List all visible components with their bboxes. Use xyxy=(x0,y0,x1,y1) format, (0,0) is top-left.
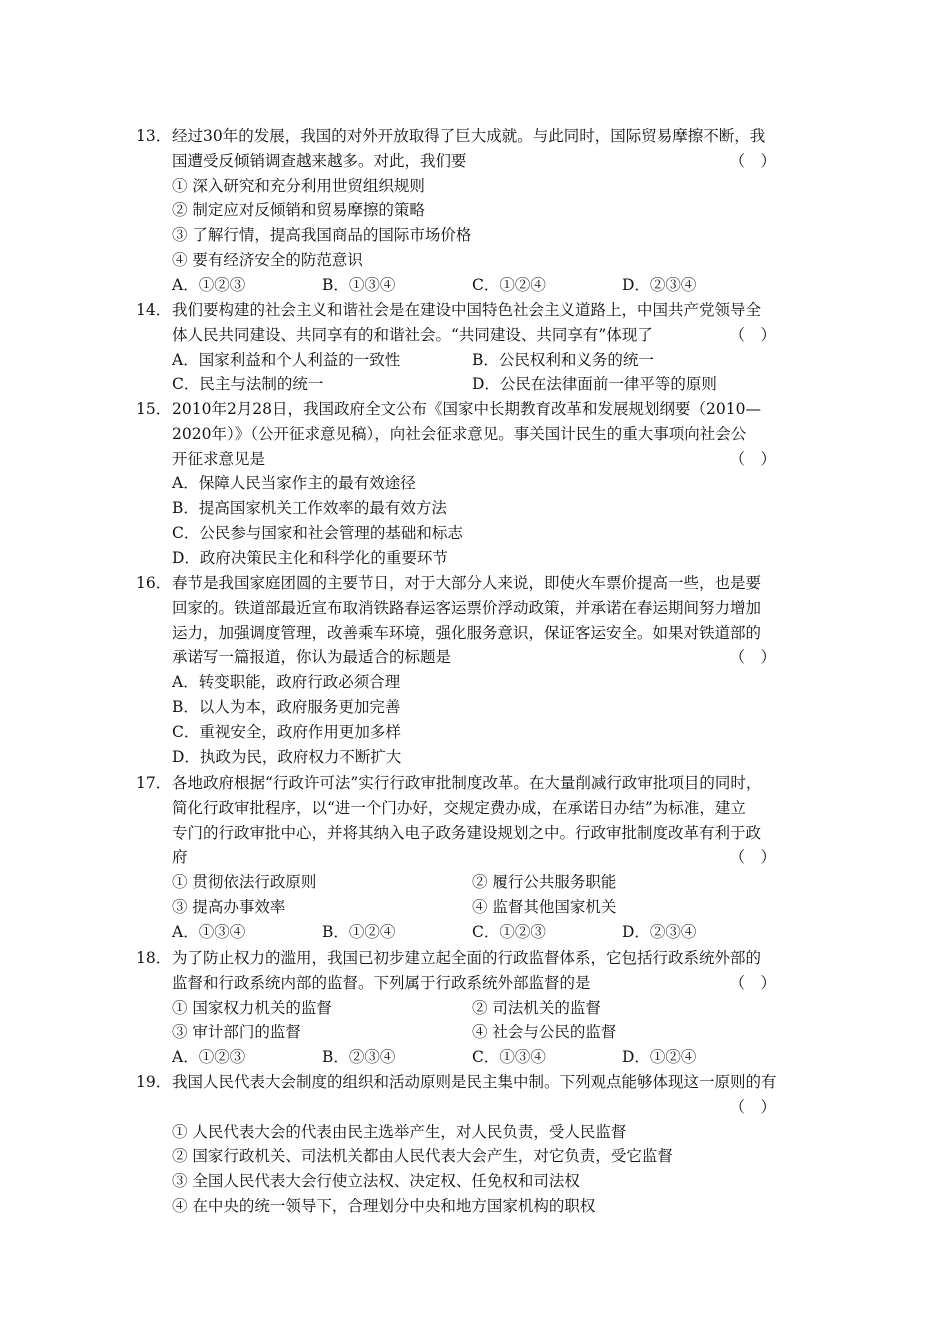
choice-b: B．①③④ xyxy=(322,275,396,294)
question-number: 13． xyxy=(136,127,172,145)
choice-c: C．①②③ xyxy=(472,922,546,941)
question-19 xyxy=(136,1070,816,1219)
choice-b: B．以人为本，政府服务更加完善 xyxy=(172,697,401,716)
choice-d: D．②③④ xyxy=(622,922,697,941)
answer-parenthesis: （ ） xyxy=(729,151,776,170)
statements-row xyxy=(172,895,816,920)
question-stem-line: 2010年2月28日，我国政府全文公布《国家中长期教育改革和发展规划纲要（2010— xyxy=(172,400,761,418)
question-stem-line: 2020年）》（公开征求意见稿），向社会征求意见。事关国计民生的重大事项向社会公 xyxy=(172,424,747,443)
statement: ③ 提高办事效率 xyxy=(172,897,286,916)
statement: ② 司法机关的监督 xyxy=(472,998,601,1017)
question-stem-line: 各地政府根据“行政许可法”实行行政审批制度改革。在大量削减行政审批项目的同时， xyxy=(172,774,762,792)
statements-row xyxy=(172,996,816,1021)
choices-row xyxy=(172,372,816,397)
answer-parenthesis: （ ） xyxy=(729,449,776,468)
question-number: 19． xyxy=(136,1073,172,1091)
choice-d: D．①②④ xyxy=(622,1048,697,1067)
statement: ① 人民代表大会的代表由民主选举产生，对人民负责，受人民监督 xyxy=(172,1122,627,1141)
choice-d: D．②③④ xyxy=(622,275,697,294)
statement: ① 贯彻依法行政原则 xyxy=(172,873,317,892)
choices-row xyxy=(172,273,816,298)
answer-parenthesis: （ ） xyxy=(729,1097,776,1116)
statements-row xyxy=(172,870,816,895)
statement: ③ 审计部门的监督 xyxy=(172,1023,301,1042)
question-number: 14． xyxy=(136,301,172,319)
question-stem-line: 体人民共同建设、共同享有的和谐社会。“共同建设、共同享有”体现了 （ ） xyxy=(172,323,816,348)
question-17 xyxy=(136,771,816,945)
choice-b: B．公民权利和义务的统一 xyxy=(472,350,654,369)
statement: ③ 全国人民代表大会行使立法权、决定权、任免权和司法权 xyxy=(172,1172,580,1191)
statement: ② 履行公共服务职能 xyxy=(472,873,617,892)
answer-parenthesis: （ ） xyxy=(729,325,776,344)
answer-parenthesis: （ ） xyxy=(729,973,776,992)
choice-d: D．执政为民，政府权力不断扩大 xyxy=(172,747,402,766)
choice-c: C．民主与法制的统一 xyxy=(172,375,324,394)
question-stem-line: 开征求意见是 （ ） xyxy=(172,447,816,472)
statement: ② 国家行政机关、司法机关都由人民代表大会产生，对它负责，受它监督 xyxy=(172,1147,673,1166)
choice-d: D．公民在法律面前一律平等的原则 xyxy=(472,375,717,394)
choice-a: A．国家利益和个人利益的一致性 xyxy=(172,350,401,369)
statement: ④ 社会与公民的监督 xyxy=(472,1023,617,1042)
question-18 xyxy=(136,946,816,1070)
statements-row xyxy=(172,1020,816,1045)
question-stem-line: 承诺写一篇报道，你认为最适合的标题是 （ ） xyxy=(172,645,816,670)
question-stem-line xyxy=(172,1095,816,1120)
question-stem-line: 运力，加强调度管理，改善乘车环境，强化服务意识，保证客运安全。如果对铁道部的 xyxy=(172,623,762,642)
choice-a: A．①②③ xyxy=(172,275,246,294)
statement: ④ 要有经济安全的防范意识 xyxy=(172,250,363,269)
question-stem-line: 国遭受反倾销调查越来越多。对此，我们要 （ ） xyxy=(172,149,816,174)
question-stem-line: 回家的。铁道部最近宣布取消铁路春运客运票价浮动政策，并承诺在春运期间努力增加 xyxy=(172,598,762,617)
choices-row xyxy=(172,920,816,945)
choice-a: A．保障人民当家作主的最有效途径 xyxy=(172,474,416,493)
question-stem-line: 我们要构建的社会主义和谐社会是在建设中国特色社会主义道路上，中国共产党领导全 xyxy=(172,301,762,319)
choice-c: C．重视安全，政府作用更加多样 xyxy=(172,722,401,741)
question-number: 18． xyxy=(136,949,172,967)
statement: ③ 了解行情，提高我国商品的国际市场价格 xyxy=(172,226,472,245)
answer-parenthesis: （ ） xyxy=(729,648,776,667)
question-number: 17． xyxy=(136,774,172,792)
question-stem-line: 为了防止权力的滥用，我国已初步建立起全面的行政监督体系，它包括行政系统外部的 xyxy=(172,949,762,967)
question-number: 15． xyxy=(136,400,172,418)
choice-b: B．①②④ xyxy=(322,922,396,941)
question-16 xyxy=(136,571,816,769)
question-number: 16． xyxy=(136,574,172,592)
statement: ① 国家权力机关的监督 xyxy=(172,998,332,1017)
question-stem-line: 简化行政审批程序，以“进一个门办好，交规定费办成，在承诺日办结”为标准，建立 xyxy=(172,798,746,817)
choices-row xyxy=(172,1045,816,1070)
answer-parenthesis: （ ） xyxy=(729,848,776,867)
choice-a: A．①③④ xyxy=(172,922,246,941)
question-stem-line: 春节是我国家庭团圆的主要节日，对于大部分人来说，即使火车票价提高一些，也是要 xyxy=(172,574,762,592)
question-stem-line: 府 （ ） xyxy=(172,845,816,870)
question-stem-line: 经过30年的发展，我国的对外开放取得了巨大成就。与此同时，国际贸易摩擦不断，我 xyxy=(172,127,766,145)
choice-d: D．政府决策民主化和科学化的重要环节 xyxy=(172,548,448,567)
question-15 xyxy=(136,397,816,571)
choice-b: B．提高国家机关工作效率的最有效方法 xyxy=(172,499,447,518)
choice-b: B．②③④ xyxy=(322,1048,396,1067)
question-14 xyxy=(136,298,816,397)
choice-c: C．公民参与国家和社会管理的基础和标志 xyxy=(172,523,463,542)
choices-row xyxy=(172,348,816,373)
statement: ④ 监督其他国家机关 xyxy=(472,897,617,916)
question-stem-line: 我国人民代表大会制度的组织和活动原则是民主集中制。下列观点能够体现这一原则的有 xyxy=(172,1073,777,1091)
choice-c: C．①③④ xyxy=(472,1048,546,1067)
question-stem-line: 专门的行政审批中心，并将其纳入电子政务建设规划之中。行政审批制度改革有利于政 xyxy=(172,823,762,842)
statement: ① 深入研究和充分利用世贸组织规则 xyxy=(172,176,425,195)
choice-c: C．①②④ xyxy=(472,275,546,294)
question-stem-line: 监督和行政系统内部的监督。下列属于行政系统外部监督的是 （ ） xyxy=(172,971,816,996)
choice-a: A．①②③ xyxy=(172,1048,246,1067)
statement: ④ 在中央的统一领导下，合理划分中央和地方国家机构的职权 xyxy=(172,1196,596,1215)
question-13 xyxy=(136,124,816,298)
statement: ② 制定应对反倾销和贸易摩擦的策略 xyxy=(172,201,425,220)
choice-a: A．转变职能，政府行政必须合理 xyxy=(172,673,401,692)
